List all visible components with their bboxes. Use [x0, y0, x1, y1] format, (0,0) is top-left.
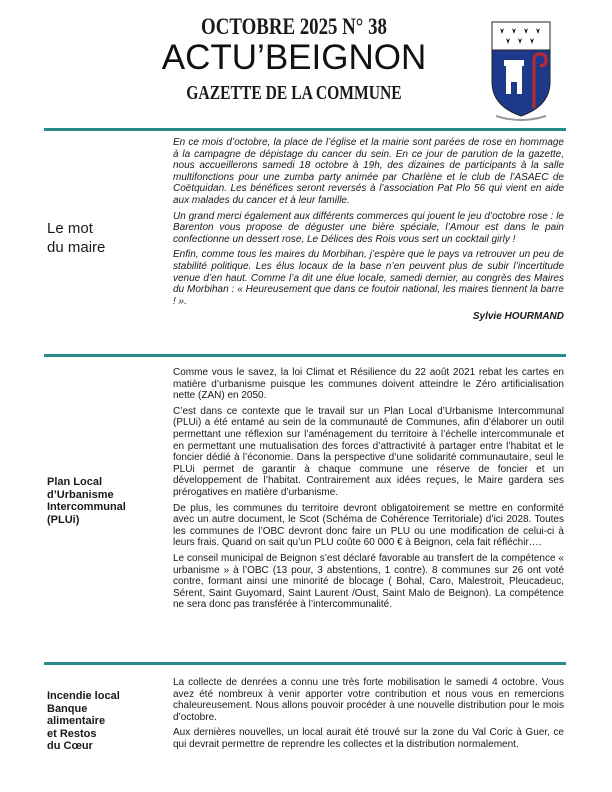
paragraph: Aux dernières nouvelles, un local aurait été trouvé sur la zone du Val Coric à Guer, ce qui devrait permettre de reprendre les collectes et la distribution normalement.	[173, 727, 564, 750]
section-label-mot-du-maire: Le mot du maire	[47, 220, 106, 256]
section-divider	[44, 662, 566, 665]
paragraph: Un grand merci également aux différents commerces qui jouent le jeu d’octobre rose : le Barenton vous propose de déguster une bière spéciale, l’Amour est dans le pain confectionne un dessert rose, Le Délices des Rois vous sert un cocktail girly !	[173, 210, 564, 245]
paragraph: La collecte de denrées a connu une très forte mobilisation le samedi 4 octobre. Vous avez été nombreux à venir apporter votre contribution et nous vous en remercions chaleureusement. Nous allons pouvoir procéder à une nouvelle distribution pour le mois d’octobre.	[173, 677, 564, 723]
issue-line: OCTOBRE 2025 N° 38	[201, 14, 387, 39]
paragraph: Comme vous le savez, la loi Climat et Résilience du 22 août 2021 rebat les cartes en matière d’urbanisme puisque les communes doivent atteindre le Zéro artificialisation nette (ZAN) en 2050.	[173, 367, 564, 402]
section-label-plui: Plan Local d’Urbanisme Intercommunal (PLUi)	[47, 476, 126, 526]
mayor-signature: Sylvie HOURMAND	[472, 311, 564, 323]
banque-alimentaire-text	[173, 677, 564, 755]
mot-du-maire-text	[173, 137, 564, 323]
gazette-title: ACTU’BEIGNON	[161, 38, 427, 77]
masthead	[0, 0, 612, 130]
paragraph: En ce mois d’octobre, la place de l’église et la mairie sont parées de rose en hommage à la campagne de dépistage du cancer du sein. En ce jour de parution de la gazette, nous accueillerons samedi 18 octobre à 19h, des dizaines de participants à la salle multifonctions pour une zumba party animée par Charlène et le club de l’ASAEC de Coëtquidan. Les bénéfices seront reversés à l’association Pat Plo 56 qui vient en aide aux malades du cancer et à leur famille.	[173, 137, 564, 206]
section-label-banque-alimentaire: Incendie local Banque alimentaire et Restos du Cœur	[47, 690, 120, 752]
paragraph: Le conseil municipal de Beignon s’est déclaré favorable au transfert de la compétence « urbanisme » à l’OBC (13 pour, 3 abstentions, 1 contre). 8 communes sur 26 ont voté contre, formant ainsi une minorité de blocage ( Bohal, Caro, Malestroit, Pleucadeuc, Sérent, Saint Guyomard, Saint Laurent /Oust, Saint Malo de Beignon). La compétence ne sera donc pas transférée à l’intercommunalité.	[173, 552, 564, 611]
section-divider	[44, 128, 566, 131]
paragraph: Enfin, comme tous les maires du Morbihan, j’espère que le pays va retrouver un peu de stabilité politique. Les élus locaux de la base n’en peuvent plus de subir l’incertitude venue d’en haut. Comme l’a dit une élue locale, samedi dernier, au congrès des Maires du Morbihan : « Heureusement que dans ce foutoir national, les maires tiennent la barre ! ».	[173, 249, 564, 307]
paragraph: De plus, les communes du territoire devront obligatoirement se mettre en conformité avec un autre document, le Scot (Schéma de Cohérence Territoriale) d’ici 2028. Toutes les communes de l’OBC devront donc faire un PLU ou une modification de celui-ci à leurs frais. Quand on sait qu’un PLU coûte 60 000 € à Beignon, cela fait réfléchir….	[173, 502, 564, 549]
section-divider	[44, 354, 566, 357]
commune-crest-icon	[486, 16, 556, 122]
gazette-subtitle: GAZETTE DE LA COMMUNE	[186, 82, 402, 104]
paragraph: C’est dans ce contexte que le travail sur un Plan Local d’Urbanisme Intercommunal (PLUi) a été entamé au sein de la communauté de Communes, afin d’élaborer un outil permettant une réflexion sur l’aménagement du territoire à l’échelle intercommunale et en permettant une mutualisation des forces d’attractivité à partager entre l’habitat et le foncier dédié à l’économie. Dans la perspective d’une solidarité communautaire, seul le PLUi permet de garantir à chaque commune une réserve de foncier et un développement de l’habitat. Contrairement aux idées reçues, le Maire gardera ses prérogatives en matière d’urbanisme.	[173, 405, 564, 498]
plui-text	[173, 367, 564, 615]
